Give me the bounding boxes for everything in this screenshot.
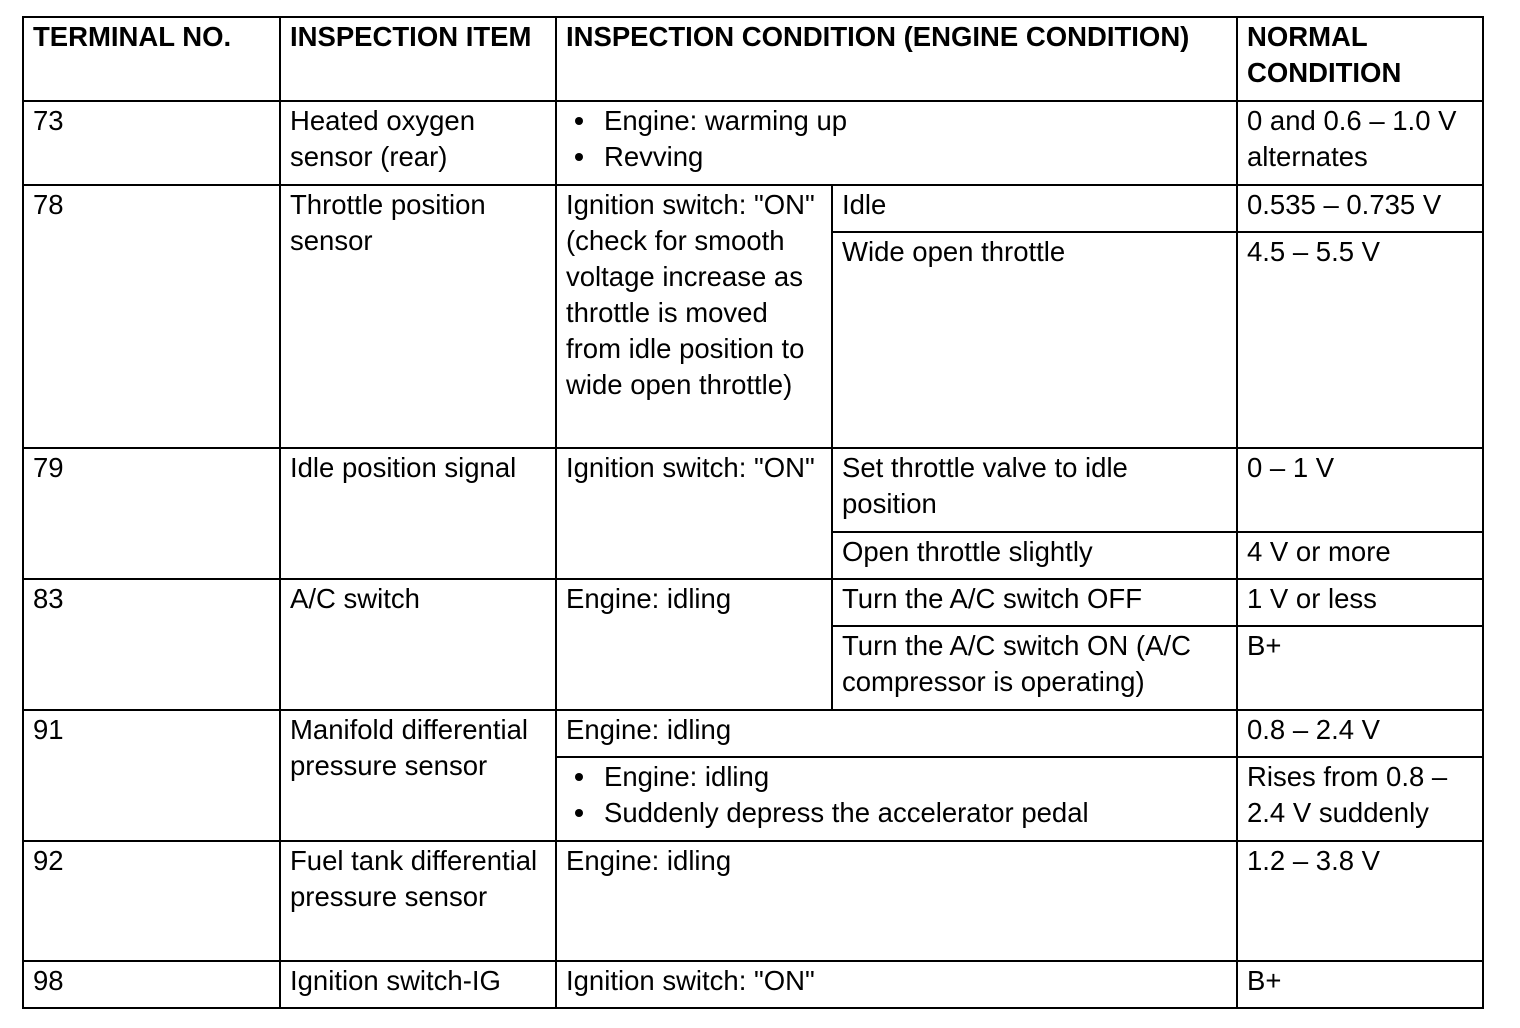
inspection-item: A/C switch — [280, 579, 556, 710]
terminal-no: 92 — [23, 841, 280, 961]
terminal-no: 78 — [23, 185, 280, 448]
inspection-item: Fuel tank differential pressure sensor — [280, 841, 556, 961]
bullet-item: Engine: idling — [566, 759, 1228, 795]
bullet-item: Revving — [566, 139, 1228, 175]
terminal-inspection-table — [22, 16, 1484, 1009]
condition-detail: Open throttle slightly — [832, 532, 1237, 579]
condition-detail: Turn the A/C switch OFF — [832, 579, 1237, 626]
header-inspection-condition: INSPECTION CONDITION (ENGINE CONDITION) — [556, 17, 1237, 101]
terminal-no: 83 — [23, 579, 280, 710]
normal-condition: 0.535 – 0.735 V — [1237, 185, 1483, 232]
normal-condition: B+ — [1237, 626, 1483, 710]
table-row — [23, 961, 1483, 1008]
condition-bullet-list — [566, 103, 1228, 175]
header-normal-condition: NORMAL CONDITION — [1237, 17, 1483, 101]
normal-condition: 1 V or less — [1237, 579, 1483, 626]
inspection-condition — [556, 101, 1237, 185]
terminal-no: 98 — [23, 961, 280, 1008]
header-terminal-no: TERMINAL NO. — [23, 17, 280, 101]
normal-condition: 1.2 – 3.8 V — [1237, 841, 1483, 961]
terminal-no: 79 — [23, 448, 280, 579]
normal-condition: 0 and 0.6 – 1.0 V alternates — [1237, 101, 1483, 185]
inspection-item: Idle position signal — [280, 448, 556, 579]
inspection-condition: Ignition switch: "ON" — [556, 448, 832, 579]
inspection-item: Manifold differential pressure sensor — [280, 710, 556, 841]
inspection-condition: Engine: idling — [556, 710, 1237, 757]
inspection-item: Ignition switch-IG — [280, 961, 556, 1008]
condition-bullet-list — [566, 759, 1228, 831]
condition-detail: Idle — [832, 185, 1237, 232]
table-row — [23, 101, 1483, 185]
normal-condition: Rises from 0.8 – 2.4 V suddenly — [1237, 757, 1483, 841]
table-row — [23, 710, 1483, 757]
table-row — [23, 579, 1483, 626]
header-inspection-item: INSPECTION ITEM — [280, 17, 556, 101]
table-row — [23, 841, 1483, 961]
inspection-item: Heated oxygen sensor (rear) — [280, 101, 556, 185]
inspection-condition: Engine: idling — [556, 579, 832, 710]
inspection-condition — [556, 757, 1237, 841]
table-row — [23, 185, 1483, 232]
normal-condition: 4.5 – 5.5 V — [1237, 232, 1483, 448]
normal-condition: 4 V or more — [1237, 532, 1483, 579]
inspection-condition: Engine: idling — [556, 841, 1237, 961]
table-row — [23, 448, 1483, 532]
normal-condition: 0.8 – 2.4 V — [1237, 710, 1483, 757]
bullet-item: Engine: warming up — [566, 103, 1228, 139]
condition-detail: Set throttle valve to idle position — [832, 448, 1237, 532]
normal-condition: 0 – 1 V — [1237, 448, 1483, 532]
bullet-item: Suddenly depress the accelerator pedal — [566, 795, 1228, 831]
condition-detail: Turn the A/C switch ON (A/C compressor is operating) — [832, 626, 1237, 710]
inspection-condition: Ignition switch: "ON" — [556, 961, 1237, 1008]
inspection-condition: Ignition switch: "ON" (check for smooth voltage increase as throttle is moved from idle position to wide open throttle) — [556, 185, 832, 448]
normal-condition: B+ — [1237, 961, 1483, 1008]
condition-detail: Wide open throttle — [832, 232, 1237, 448]
terminal-no: 73 — [23, 101, 280, 185]
header-row — [23, 17, 1483, 101]
inspection-item: Throttle position sensor — [280, 185, 556, 448]
terminal-no: 91 — [23, 710, 280, 841]
